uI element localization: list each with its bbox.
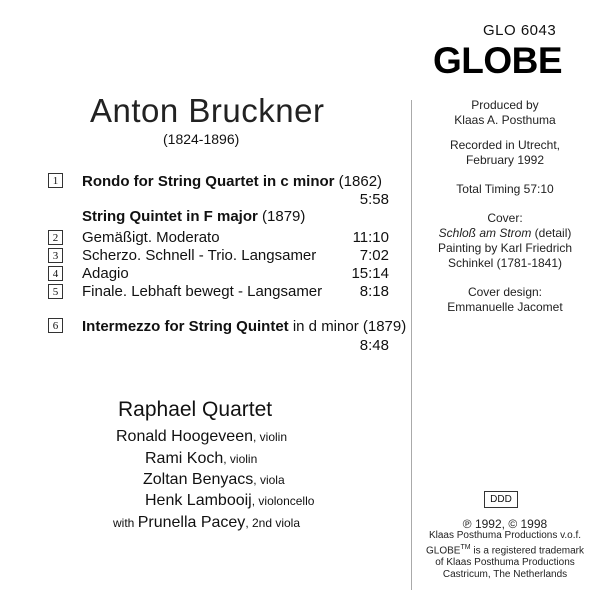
column-divider [411,100,412,590]
trademark-symbol: TM [460,544,471,551]
cover-label: Cover: [487,211,523,225]
work-heading-rest: (1879) [257,208,306,225]
member-role: , violoncello [251,494,315,508]
catalog-number: GLO 6043 [483,22,557,39]
track-time: 7:02 [359,247,389,264]
recording-place: Recorded in Utrecht, [449,138,561,152]
recording-credit [415,138,595,168]
member-name: Rami Koch [145,450,224,467]
track-title-rest: in d minor (1879) [288,318,407,335]
track-title: Adagio [82,265,129,282]
member-role: , violin [223,452,258,466]
copyright-owner: Klaas Posthuma Productions v.o.f. [428,530,582,541]
track-title-bold: Intermezzo for String Quintet [82,318,289,335]
trademark-line [415,542,595,557]
producer-name: Klaas A. Posthuma [454,113,556,127]
track-number: 6 [48,318,63,333]
trademark-text: is a registered trademark [470,545,584,557]
composer-dates: (1824-1896) [163,131,240,147]
recording-date: February 1992 [465,153,545,167]
track-time: 11:10 [352,229,389,246]
ensemble-member [116,428,287,446]
work-heading-bold: String Quintet in F major [82,208,258,225]
copyright-block [415,518,595,581]
track-time: 15:14 [351,265,389,282]
member-name: Henk Lambooij [145,492,252,509]
member-role: , violin [253,430,288,444]
trademark-owner: of Klaas Posthuma Productions [435,557,575,569]
work-heading [82,208,305,225]
track-title-rest: (1862) [334,173,383,190]
track-number: 4 [48,266,63,281]
copyright-location: Castricum, The Netherlands [442,569,568,581]
cover-credit [415,211,595,271]
member-name: Ronald Hoogeveen [116,428,253,445]
track-title [82,173,382,190]
track-title: Finale. Lebhaft bewegt - Langsamer [82,283,323,300]
design-credit [415,285,595,315]
member-role: , viola [253,473,285,487]
track-title-bold: Rondo for String Quartet in c minor [82,173,335,190]
ensemble-member [145,450,257,468]
track-time: 8:48 [359,337,389,354]
ddd-badge: DDD [484,491,518,508]
track-title: Scherzo. Schnell - Trio. Langsamer [82,247,317,264]
track-number: 5 [48,284,63,299]
guest-member [113,514,300,532]
track-number: 3 [48,248,63,263]
member-name: Prunella Pacey [137,514,246,531]
track-time: 8:18 [359,283,389,300]
ensemble-member [143,471,285,489]
producer-credit [415,98,595,128]
cover-detail: (detail) [531,226,572,240]
design-label: Cover design: [467,285,543,299]
guest-prefix: with [113,516,138,530]
track-number: 1 [48,173,63,188]
total-timing: Total Timing 57:10 [456,182,554,196]
ensemble-member [145,492,314,510]
track-number: 2 [48,230,63,245]
trademark-brand: GLOBE [426,545,461,557]
cover-title: Schloß am Strom [438,226,532,240]
track-title: Gemäßigt. Moderato [82,229,220,246]
member-name: Zoltan Benyacs [143,471,254,488]
ensemble-name: Raphael Quartet [118,398,273,421]
painter-dates: Schinkel (1781-1841) [447,256,563,270]
globe-logo: GLOBE [433,40,563,81]
track-time: 5:58 [359,191,389,208]
copyright-years: ℗ 1992, © 1998 [462,517,548,531]
member-role: , 2nd viola [245,516,301,530]
composer-name: Anton Bruckner [90,92,325,129]
painter-line: Painting by Karl Friedrich [437,241,573,255]
producer-label: Produced by [471,98,539,112]
track-title [82,318,406,335]
cover-title-line [415,226,595,241]
design-name: Emmanuelle Jacomet [447,300,563,314]
